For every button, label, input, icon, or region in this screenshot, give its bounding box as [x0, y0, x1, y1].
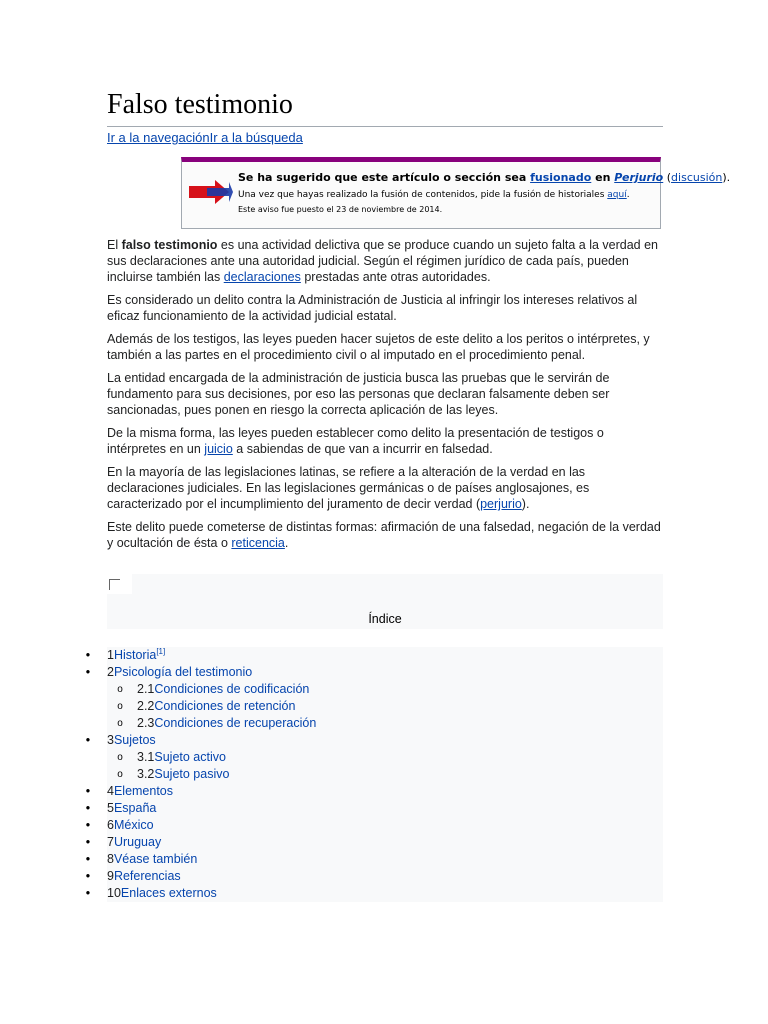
- notice-text: ).: [722, 171, 731, 184]
- paragraph-text: El: [107, 238, 122, 252]
- notice-text: Se ha sugerido que este artículo o sección sea: [238, 171, 531, 184]
- title-divider: [107, 126, 663, 127]
- toc-item-number: 5: [107, 801, 114, 815]
- toc-item-number: 8: [107, 852, 114, 866]
- notice-text: (: [663, 171, 672, 184]
- circle-bullet-icon: o: [117, 684, 123, 695]
- toc-item[interactable]: [85, 732, 663, 749]
- toc-item-number: 2: [107, 665, 114, 679]
- jump-links: [107, 130, 303, 146]
- toc-item-number: 3.2: [137, 767, 155, 781]
- toc-item-label[interactable]: Condiciones de codificación: [154, 682, 310, 696]
- paragraph: Es considerado un delito contra la Administración de Justicia al infringir los intereses relativos al eficaz funcionamiento de la actividad judicial estatal.: [107, 293, 638, 323]
- toc-item-number: 7: [107, 835, 114, 849]
- notice-text: .: [626, 190, 630, 200]
- notice-text: Una vez que hayas realizado la fusión de contenidos, pide la fusión de historiales: [238, 190, 608, 200]
- paragraph: Además de los testigos, las leyes pueden hacer sujetos de este delito a los peritos o intérpretes, y también a las partes en el procedimiento civil o al imputado en el procedimiento penal.: [107, 332, 650, 362]
- toc-item-number: 6: [107, 818, 114, 832]
- toc-item-label[interactable]: México: [113, 818, 154, 832]
- merge-notice: [181, 157, 731, 229]
- toc-item-label[interactable]: Sujeto pasivo: [154, 767, 230, 781]
- toc-item[interactable]: [85, 851, 663, 868]
- toc-item-number: 1: [107, 648, 114, 662]
- toc-item-number: 3.1: [137, 750, 155, 764]
- aqui-link[interactable]: aquí: [607, 190, 627, 200]
- paragraph: [107, 519, 663, 551]
- toc-item-label[interactable]: España: [113, 801, 157, 815]
- paragraph: [107, 237, 663, 285]
- reference-marker[interactable]: [1]: [156, 646, 166, 656]
- circle-bullet-icon: o: [117, 718, 123, 729]
- declaraciones-link[interactable]: declaraciones: [223, 270, 301, 284]
- toc-list: [83, 647, 663, 902]
- circle-bullet-icon: o: [117, 701, 123, 712]
- toc-item[interactable]: [85, 834, 663, 851]
- toc-item-label[interactable]: Uruguay: [113, 835, 162, 849]
- toc-header: [107, 574, 663, 629]
- toc-item-label[interactable]: Véase también: [113, 852, 198, 866]
- perjurio-body-link[interactable]: perjurio: [480, 497, 522, 511]
- toc-toggle-icon: [109, 579, 120, 590]
- jump-to-search-link[interactable]: Ir a la búsqueda: [209, 130, 303, 145]
- toc-item[interactable]: [107, 715, 663, 732]
- toc-item-label[interactable]: Sujetos: [113, 733, 156, 747]
- toc-item-number: 2.1: [137, 682, 155, 696]
- toc-item[interactable]: [107, 698, 663, 715]
- paragraph-text: ).: [521, 497, 530, 511]
- toc-item[interactable]: [85, 817, 663, 834]
- disc-bullet-icon: •: [85, 733, 91, 747]
- toc-item[interactable]: [107, 681, 663, 698]
- disc-bullet-icon: •: [85, 886, 91, 900]
- notice-text: en: [591, 171, 615, 184]
- toc-item-label[interactable]: Elementos: [113, 784, 174, 798]
- toc-item-number: 2.3: [137, 716, 155, 730]
- disc-bullet-icon: •: [85, 648, 91, 662]
- disc-bullet-icon: •: [85, 835, 91, 849]
- juicio-link[interactable]: juicio: [204, 442, 233, 456]
- toc-item-label[interactable]: Sujeto activo: [154, 750, 226, 764]
- circle-bullet-icon: o: [117, 752, 123, 763]
- fusionado-link[interactable]: fusionado: [530, 171, 592, 184]
- toc-item[interactable]: [107, 766, 663, 783]
- disc-bullet-icon: •: [85, 852, 91, 866]
- toc-item-number: 2.2: [137, 699, 155, 713]
- toc-toggle[interactable]: [107, 574, 132, 594]
- paragraph: La entidad encargada de la administración de justicia busca las pruebas que le servirán de fundamento para sus decisiones, por eso las personas que declaran falsamente deben ser sancionadas, pues ponen en riesgo la correcta aplicación de las leyes.: [107, 371, 610, 417]
- paragraph-text: Este delito puede cometerse de distintas formas: afirmación de una falsedad, negación de la verdad y ocultación de ésta o: [107, 520, 661, 550]
- toc-item[interactable]: [85, 646, 663, 664]
- toc-item-label[interactable]: Historia: [113, 648, 157, 662]
- toc-item-number: 4: [107, 784, 114, 798]
- toc-item-label[interactable]: Condiciones de recuperación: [154, 716, 317, 730]
- toc-item[interactable]: [85, 885, 663, 902]
- paragraph-text: prestadas ante otras autoridades.: [300, 270, 491, 284]
- toc-item[interactable]: [107, 749, 663, 766]
- disc-bullet-icon: •: [85, 801, 91, 815]
- paragraph-text: a sabiendas de que van a incurrir en falsedad.: [232, 442, 493, 456]
- jump-to-navigation-link[interactable]: Ir a la navegación: [107, 130, 210, 145]
- disc-bullet-icon: •: [85, 869, 91, 883]
- toc-item[interactable]: [85, 664, 663, 681]
- toc-title: Índice: [368, 612, 402, 626]
- paragraph-text: En la mayoría de las legislaciones latinas, se refiere a la alteración de la verdad en las declaraciones judiciales. En las legislaciones germánicas o de países anglosajones, es caracterizado por el incumplimiento del juramento de decir verdad (: [107, 465, 590, 511]
- paragraph-text: .: [284, 536, 289, 550]
- paragraph: [107, 425, 663, 457]
- toc-item-label[interactable]: Psicología del testimonio: [113, 665, 253, 679]
- term-bold: falso testimonio: [121, 238, 218, 252]
- paragraph: [107, 464, 663, 512]
- perjurio-link-label: Perjurio: [614, 171, 664, 184]
- toc-item-number: 9: [107, 869, 114, 883]
- toc-item[interactable]: [85, 868, 663, 885]
- notice-line-1: [238, 171, 730, 184]
- paragraph-text: De la misma forma, las leyes pueden establecer como delito la presentación de testigos o intérpretes en un: [107, 426, 604, 456]
- disc-bullet-icon: •: [85, 784, 91, 798]
- page-title: Falso testimonio: [107, 89, 293, 120]
- toc-item-label[interactable]: Enlaces externos: [120, 886, 217, 900]
- circle-bullet-icon: o: [117, 769, 123, 780]
- toc-item-label[interactable]: Condiciones de retención: [154, 699, 296, 713]
- toc-item-label[interactable]: Referencias: [113, 869, 181, 883]
- notice-date: Este aviso fue puesto el 23 de noviembre de 2014.: [238, 205, 443, 214]
- merge-arrows-icon: [189, 178, 233, 208]
- paragraph-text: es una actividad delictiva que se produce cuando un sujeto falta a la verdad en sus declaraciones ante una autoridad judicial. Según el régimen jurídico de cada país, pueden incluirse también las: [107, 238, 659, 284]
- reticencia-link[interactable]: reticencia: [231, 536, 285, 550]
- disc-bullet-icon: •: [85, 665, 91, 679]
- notice-line-2: [238, 190, 630, 200]
- toc-item-number: 3: [107, 733, 114, 747]
- discusion-link[interactable]: discusión: [671, 171, 723, 184]
- toc-item[interactable]: [85, 800, 663, 817]
- article-body: [107, 237, 663, 558]
- disc-bullet-icon: •: [85, 818, 91, 832]
- perjurio-link[interactable]: [614, 171, 663, 184]
- toc-item[interactable]: [85, 783, 663, 800]
- toc-item-number: 10: [107, 886, 121, 900]
